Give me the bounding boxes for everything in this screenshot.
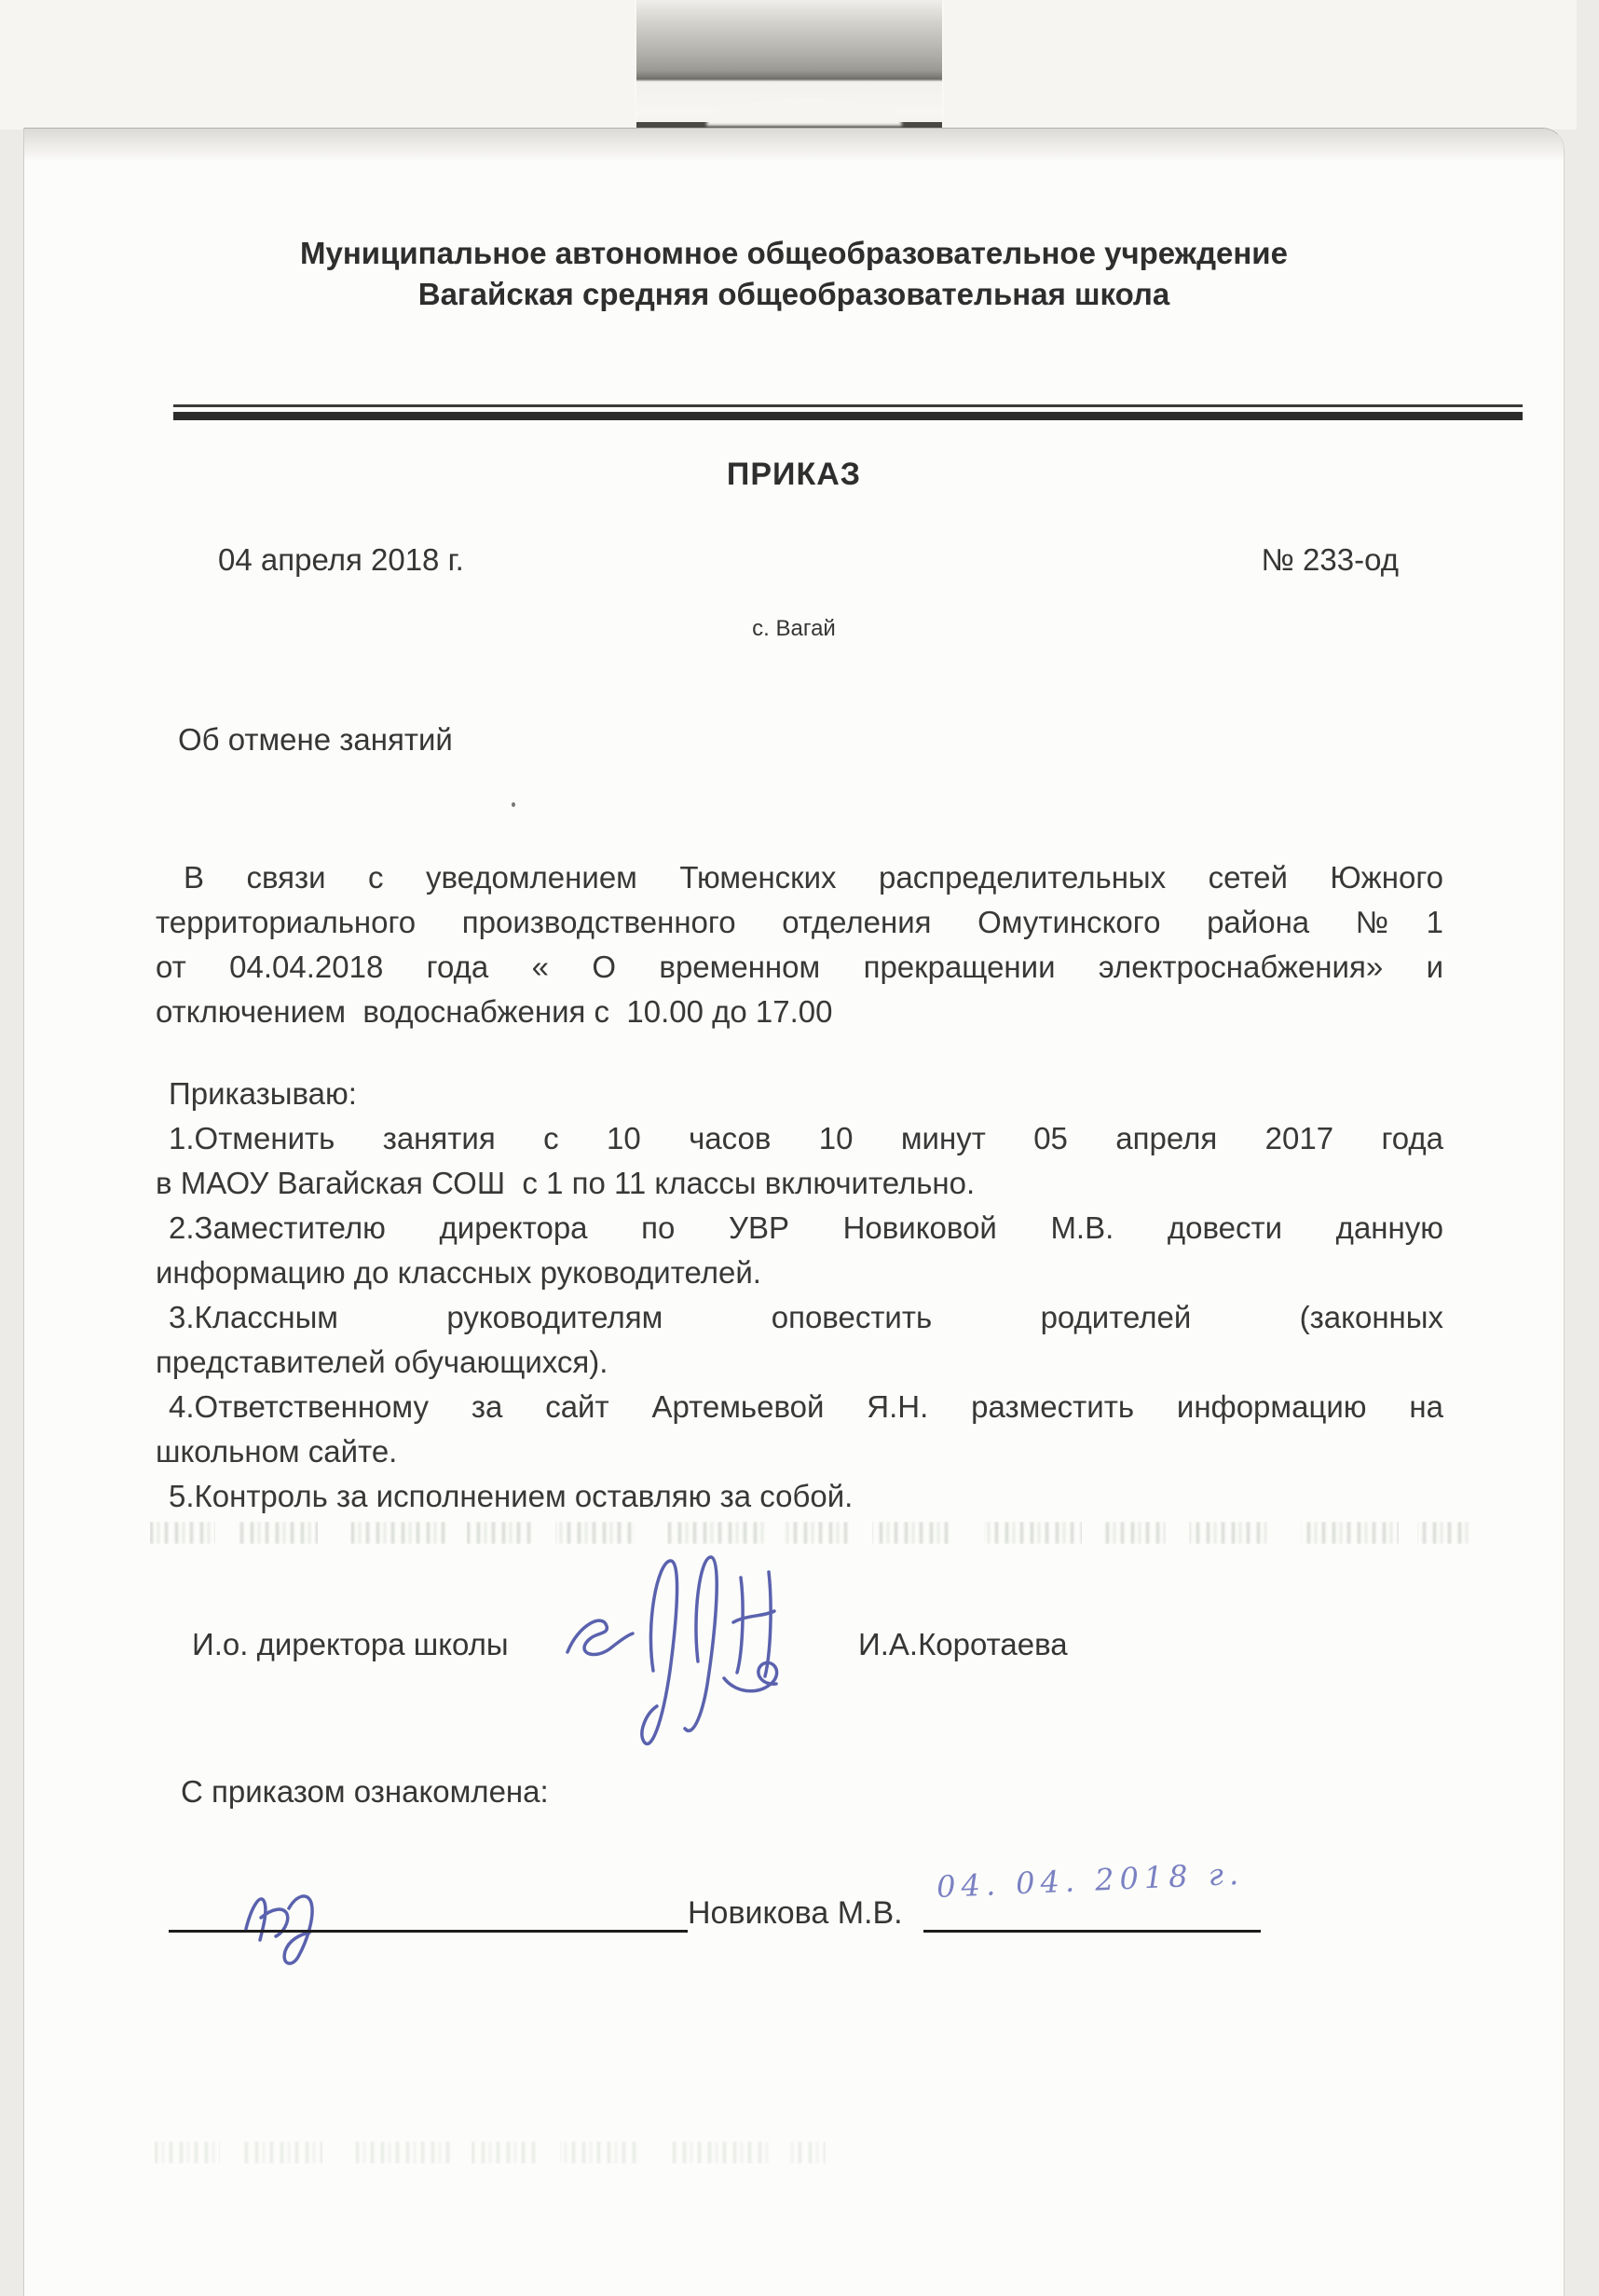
scanner-tab	[635, 0, 944, 128]
order-item-line: информацию до классных руководителей.	[156, 1255, 761, 1290]
order-number: № 233-од	[1261, 542, 1399, 577]
intro-line: В связи с уведомлением Тюменских распределительных сетей Южного	[184, 860, 1443, 895]
document-page	[23, 128, 1565, 2296]
intro-line: территориального производственного отделения Омутинского района №1	[156, 905, 1443, 939]
order-item-line: 4.Ответственному за сайт Артемьевой Я.Н. разместить информацию на	[169, 1389, 1443, 1424]
orders-list	[156, 1055, 1443, 1519]
director-title: И.о. директора школы	[192, 1627, 509, 1661]
acknowledgment-handwritten-date: 04. 04. 2018 г.	[936, 1855, 1245, 1905]
header-divider-rule	[173, 404, 1523, 420]
acknowledgment-signature-ink	[229, 1851, 388, 1972]
intro-line: отключением водоснабжения с 10.00 до 17.00	[156, 994, 833, 1029]
scan-speck	[512, 802, 515, 807]
place-line: с. Вагай	[752, 616, 836, 641]
order-item-line: представителей обучающихся).	[156, 1345, 608, 1379]
subject-line: Об отмене занятий	[178, 722, 453, 757]
scanner-tab-dome	[706, 98, 902, 126]
director-signature-ink	[541, 1512, 830, 1764]
order-item-line: 3.Классным руководителям оповестить родителей (законных	[169, 1300, 1443, 1334]
order-item-line: 2.Заместителю директора по УВР Новиковой М.В. довести данную	[169, 1210, 1443, 1245]
document-type-title: ПРИКАЗ	[726, 457, 862, 492]
intro-paragraph	[156, 855, 1443, 1034]
signature-underline	[169, 1930, 688, 1933]
acknowledgment-name: Новикова М.В.	[688, 1895, 903, 1931]
organization-name-line2: Вагайская средняя общеобразовательная школа	[417, 277, 1170, 311]
order-date: 04 апреля 2018 г.	[218, 542, 464, 577]
order-item-line: 5.Контроль за исполнением оставляю за собой.	[169, 1479, 854, 1513]
date-underline	[923, 1930, 1261, 1933]
order-item-line: школьном сайте.	[156, 1434, 398, 1469]
organization-header	[24, 233, 1564, 315]
order-item-line: в МАОУ Вагайская СОШ с 1 по 11 классы включительно.	[156, 1166, 976, 1200]
date-number-row	[218, 542, 1399, 578]
acknowledgment-label: С приказом ознакомлена:	[181, 1774, 549, 1809]
intro-line: от 04.04.2018 года « О временном прекращении электроснабжения» и	[156, 950, 1443, 984]
divider-thick-line	[173, 412, 1523, 420]
director-name: И.А.Коротаева	[858, 1627, 1068, 1661]
organization-name-line1: Муниципальное автономное общеобразовательное учреждение	[300, 236, 1288, 270]
order-verb: Приказываю:	[169, 1076, 357, 1111]
ghost-text-artifact	[155, 2141, 826, 2164]
order-item-line: 1.Отменить занятия с 10 часов 10 минут 05 апреля 2017 года	[169, 1121, 1443, 1155]
